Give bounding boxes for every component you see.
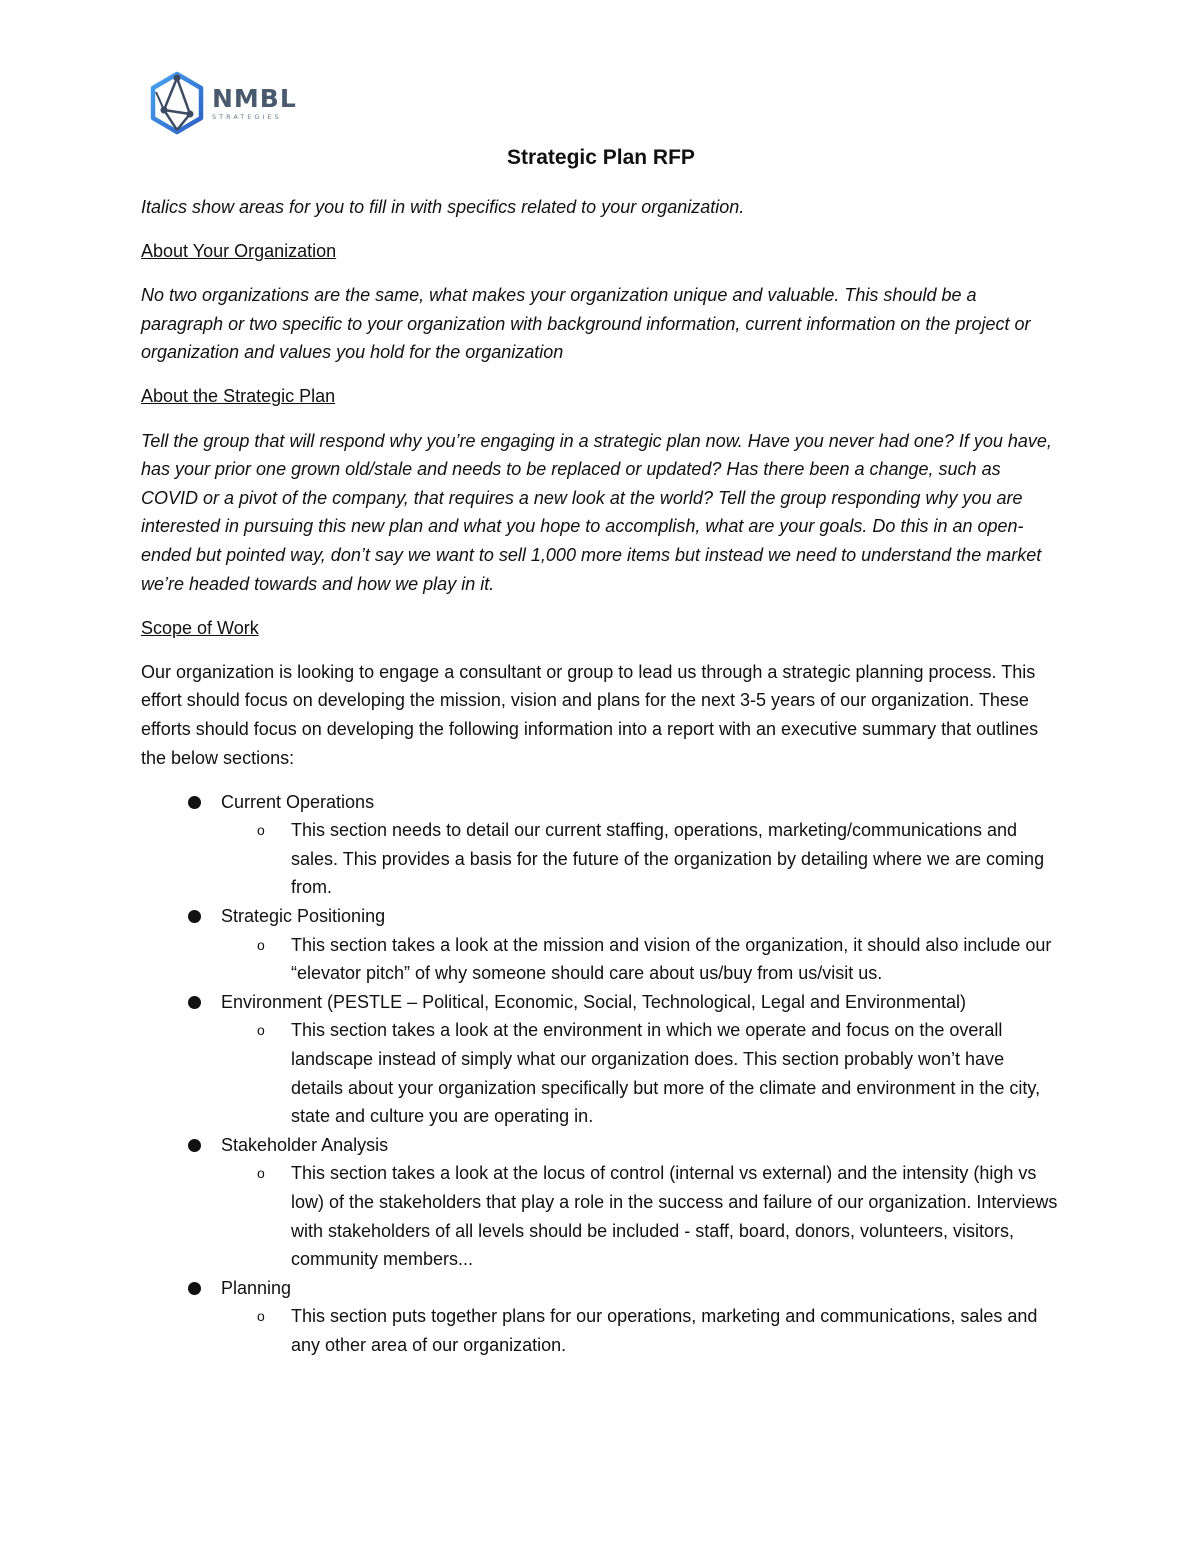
- bullet-dot-icon: [188, 996, 201, 1009]
- sub-item-text: This section takes a look at the locus of control (internal vs external) and the intensity (high vs low) of the stakeholders that play a role in the success and failure of our organization. Interviews with stakeholders of all levels should be included - staff, board, donors, volunteers, visitors, community members...: [291, 1163, 1058, 1270]
- circle-bullet-icon: o: [257, 936, 265, 953]
- bullet-label: Environment (PESTLE – Political, Economic, Social, Technological, Legal and Environmental): [221, 991, 967, 1012]
- circle-bullet-icon: o: [257, 1308, 265, 1325]
- bullet-dot-icon: [188, 796, 201, 809]
- bullet-label: Planning: [221, 1277, 292, 1298]
- section-body-scope-of-work: Our organization is looking to engage a consultant or group to lead us through a strategic planning process. This effort should focus on developing the mission, vision and plans for the next 3-5 years of our organization. These efforts should focus on developing the following information into a report with an executive summary that outlines the below sections:: [141, 661, 1039, 768]
- sub-list: [221, 1302, 1061, 1359]
- sub-item-text: This section puts together plans for our operations, marketing and communications, sales and any other area of our organization.: [291, 1306, 1038, 1355]
- document-title: Strategic Plan RFP: [507, 146, 695, 169]
- bullet-label: Stakeholder Analysis: [221, 1134, 389, 1155]
- logo-wordmark: [212, 83, 297, 121]
- sub-list: [221, 1159, 1061, 1273]
- sub-list-item: [221, 1302, 1061, 1359]
- hexagon-network-logo-icon: [148, 70, 206, 136]
- sub-list-item: [221, 816, 1061, 902]
- company-logo: [148, 70, 297, 136]
- logo-subtitle: STRATEGIES: [212, 112, 282, 121]
- sub-list: [221, 931, 1061, 988]
- bullet-dot-icon: [188, 1139, 201, 1152]
- circle-bullet-icon: o: [257, 822, 265, 839]
- section-body-about-organization: No two organizations are the same, what makes your organization unique and valuable. This should be a paragraph or two specific to your organization with background information, current information on the project or organization and values you hold for the organization: [141, 285, 1031, 363]
- sub-list: [221, 1016, 1061, 1130]
- section-heading-about-organization: About Your Organization: [141, 241, 337, 262]
- section-body-about-strategic-plan: Tell the group that will respond why you’re engaging in a strategic plan now. Have you never had one? If you have, has your prior one grown old/stale and needs to be replaced or updated? Has there been a change, such as COVID or a pivot of the company, that requires a new look at the world? Tell the group responding why you are interested in pursuing this new plan and what you hope to accomplish, what are your goals. Do this in an open-ended but pointed way, don’t say we want to sell 1,000 more items but instead we need to understand the market we’re headed towards and how we play in it.: [141, 430, 1052, 594]
- bullet-dot-icon: [188, 1282, 201, 1295]
- sub-item-text: This section takes a look at the environment in which we operate and focus on the overall landscape instead of simply what our organization does. This section probably won’t have details about your organization specifically but more of the climate and environment in the city, state and culture you are operating in.: [291, 1020, 1041, 1127]
- sub-item-text: This section needs to detail our current staffing, operations, marketing/communications and sales. This provides a basis for the future of the organization by detailing where we are coming from.: [291, 820, 1045, 898]
- sub-list: [221, 816, 1061, 902]
- sub-list-item: [221, 1159, 1061, 1273]
- bullet-label: Current Operations: [221, 791, 375, 812]
- intro-note: Italics show areas for you to fill in with specifics related to your organization.: [141, 197, 745, 217]
- circle-bullet-icon: o: [257, 1022, 265, 1039]
- circle-bullet-icon: o: [257, 1165, 265, 1182]
- list-item: [141, 1131, 1061, 1274]
- list-item: [141, 988, 1061, 1131]
- bullet-dot-icon: [188, 910, 201, 923]
- logo-name: NMBL: [212, 83, 297, 113]
- list-item: [141, 902, 1061, 988]
- list-item: [141, 788, 1061, 902]
- list-item: [141, 1274, 1061, 1360]
- section-heading-about-strategic-plan: About the Strategic Plan: [141, 386, 336, 407]
- document-body: [141, 143, 1061, 1359]
- sub-item-text: This section takes a look at the mission and vision of the organization, it should also include our “elevator pitch” of why someone should care about us/buy from us/visit us.: [291, 934, 1052, 984]
- sub-list-item: [221, 1016, 1061, 1130]
- scope-bullet-list: [141, 788, 1061, 1360]
- bullet-label: Strategic Positioning: [221, 905, 386, 926]
- section-heading-scope-of-work: Scope of Work: [141, 617, 259, 638]
- sub-list-item: [221, 931, 1061, 988]
